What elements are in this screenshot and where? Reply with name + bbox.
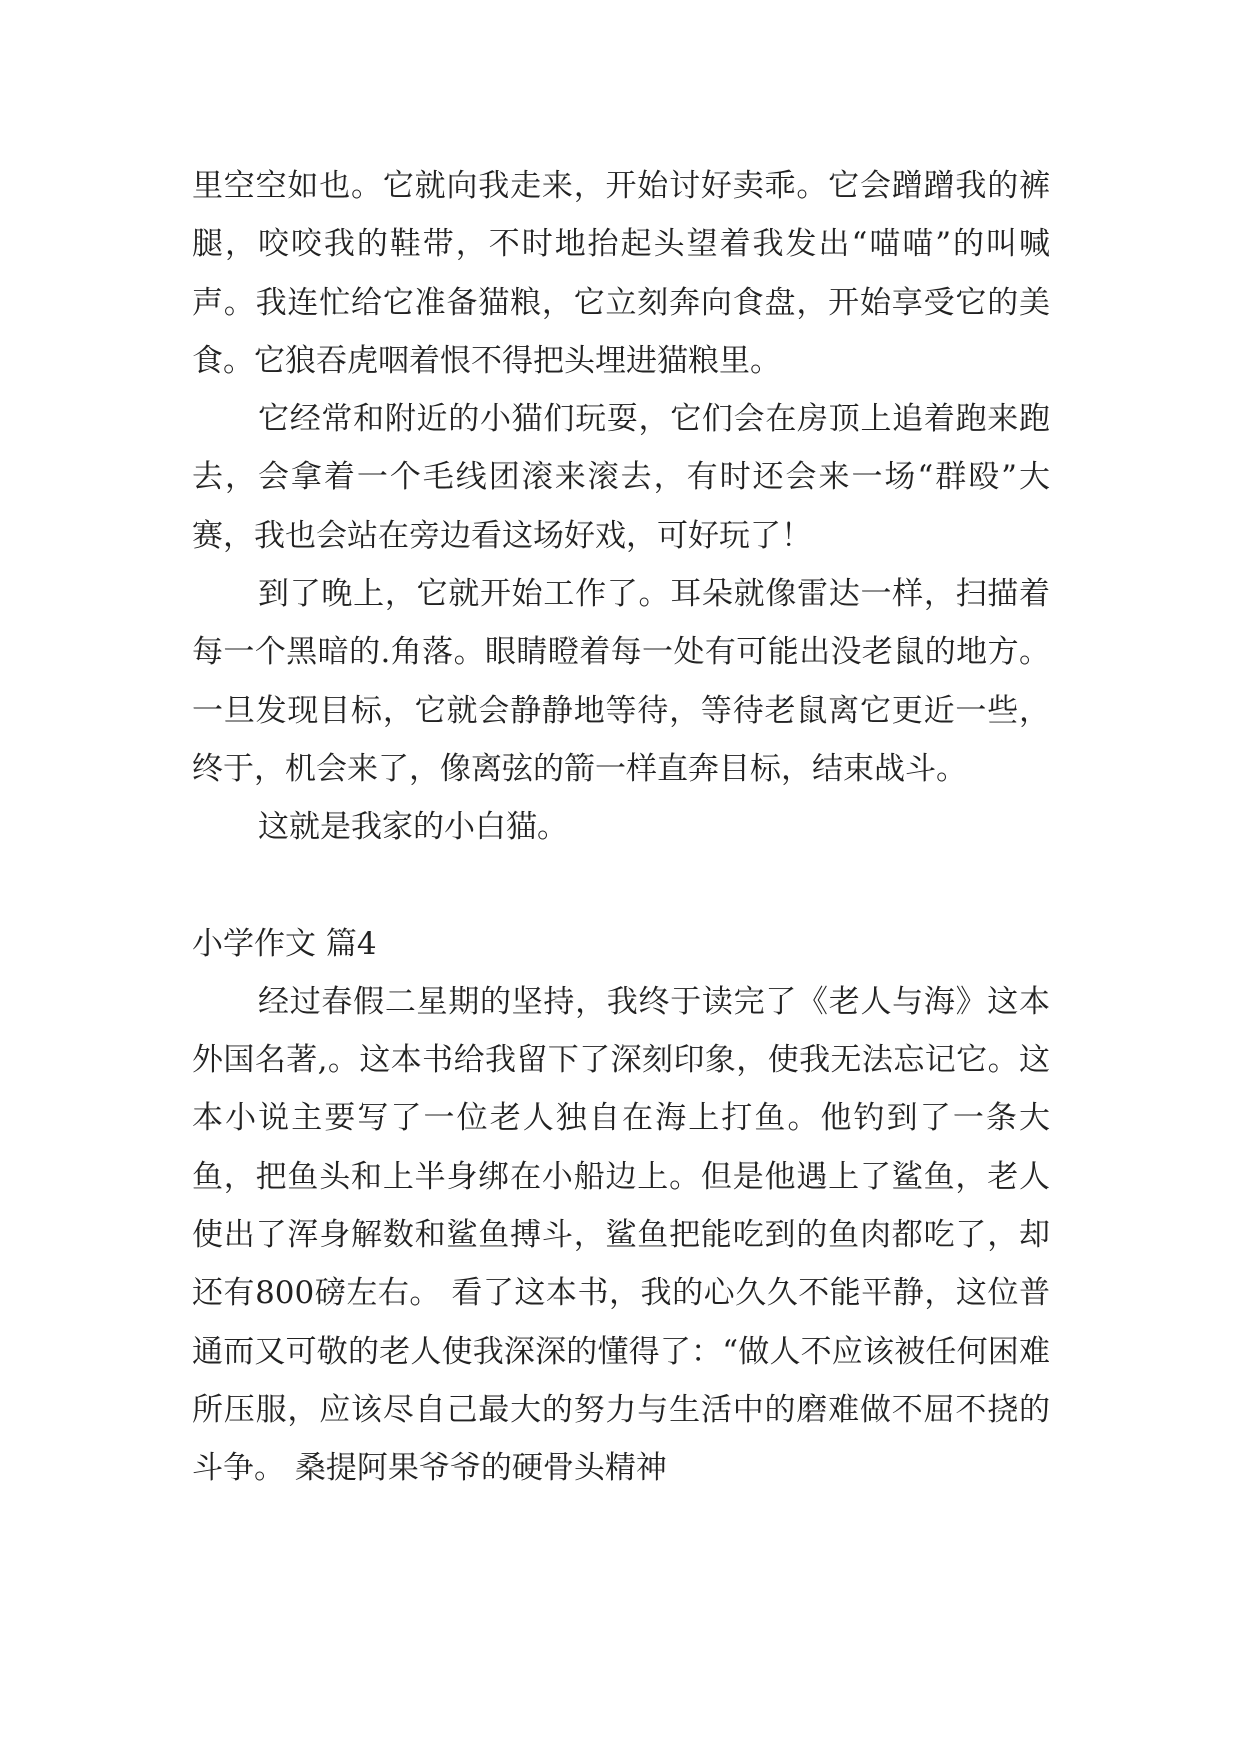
paragraph-4: 这就是我家的小白猫。 xyxy=(258,809,568,846)
paragraph-3: 到了晚上，它就开始工作了。耳朵就像雷达一样，扫描着每一个黑暗的.角落。眼睛瞪着每一处有可能出没老鼠的地方。一旦发现目标，它就会静静地等待，等待老鼠离它更近一些，终于，机会来了，像离弦的箭一样直奔目标，结束战斗。 xyxy=(192,576,1050,787)
document-body xyxy=(192,157,1050,1498)
paragraph-2: 它经常和附近的小猫们玩耍，它们会在房顶上追着跑来跑去，会拿着一个毛线团滚来滚去，有时还会来一场“群殴”大赛，我也会站在旁边看这场好戏，可好玩了！ xyxy=(192,401,1050,554)
paragraph-1: 里空空如也。它就向我走来，开始讨好卖乖。它会蹭蹭我的裤腿，咬咬我的鞋带，不时地抬起头望着我发出“喵喵”的叫喊声。我连忙给它准备猫粮，它立刻奔向食盘，开始享受它的美食。它狼吞虎咽着恨不得把头埋进猫粮里。 xyxy=(192,168,1050,379)
paragraph-5: 经过春假二星期的坚持，我终于读完了《老人与海》这本外国名著,。这本书给我留下了深刻印象，使我无法忘记它。这本小说主要写了一位老人独自在海上打鱼。他钓到了一条大鱼，把鱼头和上半身绑在小船边上。但是他遇上了鲨鱼，老人使出了浑身解数和鲨鱼搏斗，鲨鱼把能吃到的鱼肉都吃了，却还有800磅左右。 看了这本书，我的心久久不能平静，这位普通而又可敬的老人使我深深的懂得了：“做人不应该被任何困难所压服，应该尽自己最大的努力与生活中的磨难做不屈不挠的斗争。 桑提阿果爷爷的硬骨头精神 xyxy=(192,983,1050,1487)
section-heading: 小学作文 篇4 xyxy=(192,925,377,962)
